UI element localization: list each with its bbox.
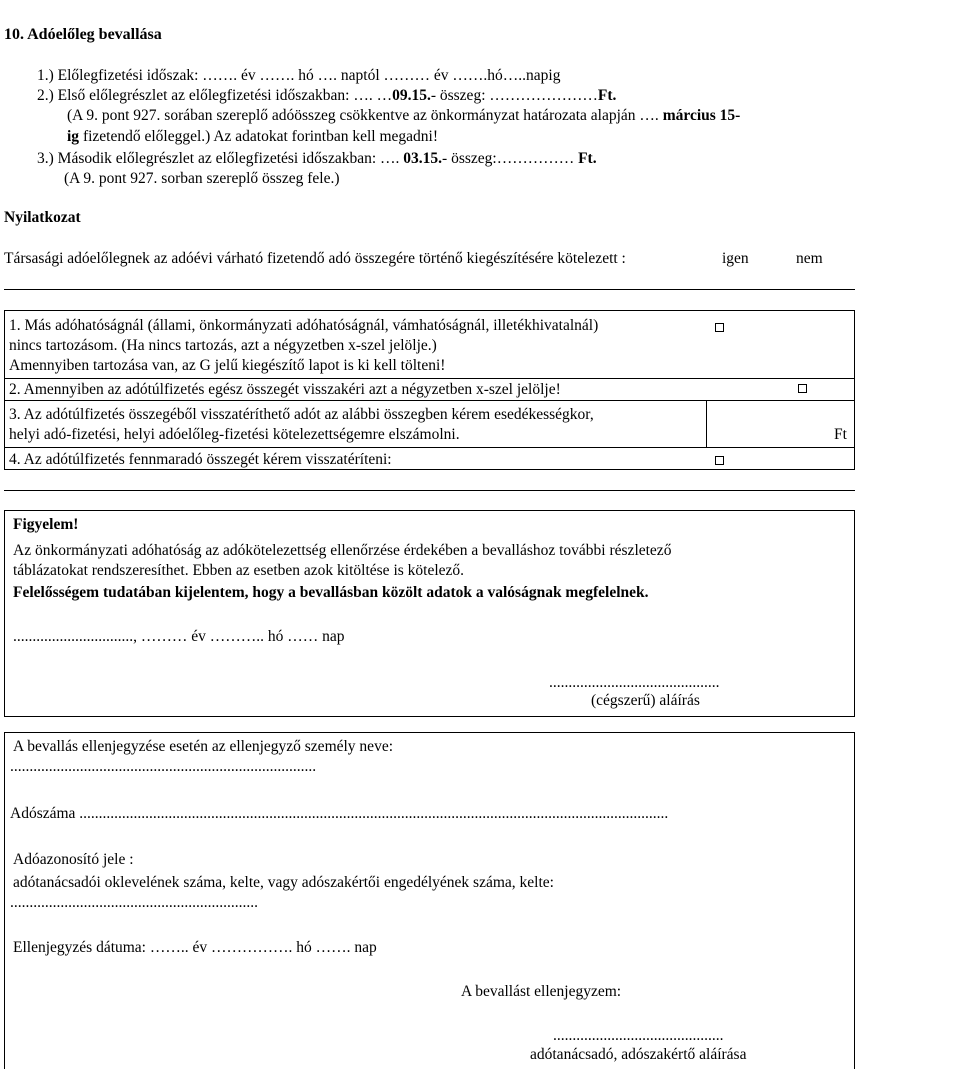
countersign-name-dots[interactable]: ............................................................................... xyxy=(10,758,317,775)
item-3-date: 03.15. xyxy=(403,150,443,167)
item-3-currency: Ft. xyxy=(578,150,597,167)
figyelem-line1: Az önkormányzati adóhatóság az adókötelezettség ellenőrzése érdekében a bevalláshoz további részletező xyxy=(13,542,672,559)
divider-2 xyxy=(4,490,855,491)
figyelem-date-line[interactable]: ..............................., ……… év ……….. hó …… nap xyxy=(13,628,345,645)
option-yes[interactable]: igen xyxy=(722,250,749,267)
countersign-date[interactable]: Ellenjegyzés dátuma: …….. év ……………. hó ……. nap xyxy=(13,939,377,956)
nyilatkozat-heading: Nyilatkozat xyxy=(4,209,81,226)
item-2-note-end: fizetendő előleggel.) Az adatokat forintban kell megadni! xyxy=(79,128,439,145)
overpayment-divider-3 xyxy=(4,447,855,448)
overpayment-divider-1 xyxy=(4,378,855,379)
overpayment-p1-line1: 1. Más adóhatóságnál (állami, önkormányzati adóhatóságnál, vámhatóságnál, illetékhivatalnál) xyxy=(9,317,599,334)
item-1-period: 1.) Előlegfizetési időszak: ……. év ……. hó …. naptól ……… év …….hó…..napig xyxy=(37,67,561,84)
offset-amount-unit: Ft xyxy=(834,426,847,443)
countersign-name-label: A bevallás ellenjegyzése esetén az ellenjegyző személy neve: xyxy=(13,738,393,755)
no-debt-checkbox[interactable] xyxy=(715,323,724,332)
item-2-note-line1 xyxy=(67,106,740,125)
item-2-note-date: március 15- xyxy=(662,107,741,124)
item-3-label: 3.) Második előlegrészlet az előlegfizetési időszakban: …. xyxy=(37,150,404,167)
item-2-first-installment xyxy=(37,86,616,105)
item-2-label: 2.) Első előlegrészlet az előlegfizetési időszakban: …. … xyxy=(37,87,393,104)
item-2-amount-label: - összeg: ………………… xyxy=(430,87,598,104)
option-no[interactable]: nem xyxy=(796,250,823,267)
figyelem-signature-label: (cégszerű) aláírás xyxy=(591,692,700,709)
overpayment-p1-line2: nincs tartozásom. (Ha nincs tartozás, azt a négyzetben x-szel jelölje.) xyxy=(9,337,437,354)
overpayment-p2: 2. Amennyiben az adótúlfizetés egész összegét visszakéri azt a négyzetben x-szel jelölje! xyxy=(9,381,561,398)
item-3-note: (A 9. pont 927. sorban szereplő összeg fele.) xyxy=(64,170,340,187)
item-3-amount-label: - összeg:…………… xyxy=(442,150,579,167)
countersign-signature-label: adótanácsadó, adószakértő aláírása xyxy=(530,1046,747,1063)
countersign-taxid-label: Adóazonosító jele : xyxy=(13,851,134,868)
divider xyxy=(4,289,855,290)
countersign-request: A bevallást ellenjegyzem: xyxy=(461,983,622,1000)
overpayment-p3-line2: helyi adó-fizetési, helyi adóelőleg-fizetési kötelezettségemre elszámolni. xyxy=(9,426,460,443)
offset-amount-field[interactable] xyxy=(707,401,854,446)
countersign-cert-dots[interactable]: ................................................................ xyxy=(10,894,258,911)
refund-remaining-checkbox[interactable] xyxy=(715,456,724,465)
countersign-taxnumber[interactable]: Adószáma ........................................................................................................................................................ xyxy=(10,805,669,822)
item-2-date: 09.15. xyxy=(392,87,431,104)
refund-all-checkbox[interactable] xyxy=(798,384,807,393)
nyilatkozat-text: Társasági adóelőlegnek az adóévi várható fizetendő adó összegére történő kiegészítésére kötelezett : xyxy=(4,250,626,267)
figyelem-signature-dots[interactable]: ............................................ xyxy=(549,674,720,691)
overpayment-p4: 4. Az adótúlfizetés fennmaradó összegét kérem visszatéríteni: xyxy=(9,451,392,468)
item-2-note-text: (A 9. pont 927. sorában szereplő adóösszeg csökkentve az önkormányzat határozata alapján …. xyxy=(67,107,663,124)
countersign-signature-dots[interactable]: ............................................ xyxy=(553,1027,724,1044)
overpayment-p1-line3: Amennyiben tartozása van, az G jelű kiegészítő lapot is ki kell tölteni! xyxy=(9,357,446,374)
overpayment-p3-line1: 3. Az adótúlfizetés összegéből visszatéríthető adót az alábbi összegben kérem esedékességkor, xyxy=(9,406,594,423)
item-3-second-installment xyxy=(37,149,597,168)
figyelem-declaration: Felelősségem tudatában kijelentem, hogy a bevallásban közölt adatok a valóságnak megfelelnek. xyxy=(13,584,649,601)
item-2-note-suffix: ig xyxy=(67,128,80,145)
figyelem-heading: Figyelem! xyxy=(13,516,79,533)
item-2-note-line2 xyxy=(67,127,438,146)
figyelem-line2: táblázatokat rendszeresíthet. Ebben az esetben azok kitöltése is kötelező. xyxy=(13,562,465,579)
item-2-currency: Ft. xyxy=(597,87,617,104)
countersign-cert-label: adótanácsadói oklevelének száma, kelte, vagy adószakértői engedélyének száma, kelte: xyxy=(13,874,554,891)
section-title: 10. Adóelőleg bevallása xyxy=(4,26,162,43)
